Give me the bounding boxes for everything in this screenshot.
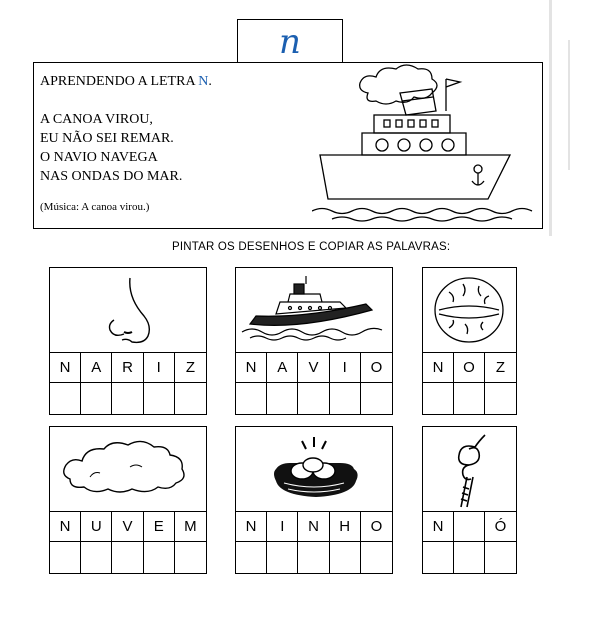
- card-picture: [50, 427, 206, 512]
- walnut-icon: [423, 268, 516, 352]
- instructions: PINTAR OS DESENHOS E COPIAR AS PALAVRAS:: [172, 241, 451, 253]
- letter-grid: [236, 511, 392, 573]
- song-heading-prefix: APRENDENDO A LETRA: [40, 74, 199, 89]
- letter-cell: [454, 511, 485, 542]
- letter-cell: R: [112, 352, 143, 383]
- copy-cell[interactable]: [50, 383, 81, 414]
- copy-cell[interactable]: [236, 542, 267, 573]
- letter-cell: U: [81, 511, 112, 542]
- copy-cell[interactable]: [112, 383, 143, 414]
- nest-icon: [236, 427, 392, 511]
- letter-grid: [236, 352, 392, 414]
- letter-cell: I: [330, 352, 361, 383]
- letter-grid: [50, 511, 206, 573]
- word-card-nuvem: [49, 426, 207, 574]
- letter-cell: H: [330, 511, 361, 542]
- word-card-nariz: [49, 267, 207, 415]
- copy-cell[interactable]: [361, 383, 392, 414]
- letter-cell: V: [112, 511, 143, 542]
- song-lyrics: [40, 110, 182, 186]
- card-picture: [423, 268, 516, 353]
- copy-cell[interactable]: [175, 383, 206, 414]
- letter-cell: M: [175, 511, 206, 542]
- letter-cell: A: [81, 352, 112, 383]
- copy-cell[interactable]: [454, 383, 485, 414]
- letter-cell: Ó: [485, 511, 516, 542]
- copy-cell[interactable]: [454, 542, 485, 573]
- letter-cell: I: [267, 511, 298, 542]
- letter-cell: N: [236, 352, 267, 383]
- copy-cell[interactable]: [267, 383, 298, 414]
- letter-grid: [423, 511, 516, 573]
- song-credit: (Música: A canoa virou.): [40, 201, 150, 213]
- copy-cell[interactable]: [81, 542, 112, 573]
- letter-cell: N: [50, 352, 81, 383]
- rope-knot-icon: [423, 427, 516, 511]
- letter-cell: V: [298, 352, 329, 383]
- word-card-navio: [235, 267, 393, 415]
- copy-cell[interactable]: [81, 383, 112, 414]
- copy-cell[interactable]: [298, 383, 329, 414]
- copy-cell[interactable]: [361, 542, 392, 573]
- word-card-ninho: [235, 426, 393, 574]
- copy-cell[interactable]: [144, 542, 175, 573]
- letter-cell: Z: [485, 352, 516, 383]
- copy-cell[interactable]: [112, 542, 143, 573]
- letter-tab: [237, 19, 343, 64]
- letter-cell: N: [423, 352, 454, 383]
- letter-grid: [50, 352, 206, 414]
- card-picture: [236, 268, 392, 353]
- song-line: A CANOA VIROU,: [40, 112, 153, 127]
- letter-cell: N: [236, 511, 267, 542]
- letter-cell: A: [267, 352, 298, 383]
- letter-cell: O: [361, 352, 392, 383]
- letter-cell: O: [361, 511, 392, 542]
- letter-cell: Z: [175, 352, 206, 383]
- song-frame: [33, 62, 543, 229]
- copy-cell[interactable]: [144, 383, 175, 414]
- copy-cell[interactable]: [423, 383, 454, 414]
- copy-cell[interactable]: [330, 542, 361, 573]
- letter-tab-glyph: n: [279, 22, 301, 62]
- copy-cell[interactable]: [267, 542, 298, 573]
- cloud-icon: [50, 427, 206, 511]
- letter-grid: [423, 352, 516, 414]
- copy-cell[interactable]: [175, 542, 206, 573]
- letter-cell: O: [454, 352, 485, 383]
- letter-cell: N: [298, 511, 329, 542]
- copy-cell[interactable]: [236, 383, 267, 414]
- word-card-no: [422, 426, 517, 574]
- song-line: O NAVIO NAVEGA: [40, 150, 158, 165]
- card-picture: [423, 427, 516, 512]
- ship-icon: [236, 268, 392, 352]
- ship-illustration: [312, 63, 540, 223]
- copy-cell[interactable]: [298, 542, 329, 573]
- letter-cell: I: [144, 352, 175, 383]
- card-picture: [236, 427, 392, 512]
- letter-cell: N: [423, 511, 454, 542]
- song-line: NAS ONDAS DO MAR.: [40, 169, 183, 184]
- letter-cell: E: [144, 511, 175, 542]
- song-heading: [40, 72, 212, 91]
- song-line: EU NÃO SEI REMAR.: [40, 131, 174, 146]
- song-heading-letter: N: [198, 74, 209, 89]
- copy-cell[interactable]: [423, 542, 454, 573]
- copy-cell[interactable]: [485, 542, 516, 573]
- copy-cell[interactable]: [50, 542, 81, 573]
- card-picture: [50, 268, 206, 353]
- song-heading-suffix: .: [208, 74, 212, 89]
- copy-cell[interactable]: [485, 383, 516, 414]
- word-card-noz: [422, 267, 517, 415]
- letter-cell: N: [50, 511, 81, 542]
- nose-icon: [50, 268, 206, 352]
- copy-cell[interactable]: [330, 383, 361, 414]
